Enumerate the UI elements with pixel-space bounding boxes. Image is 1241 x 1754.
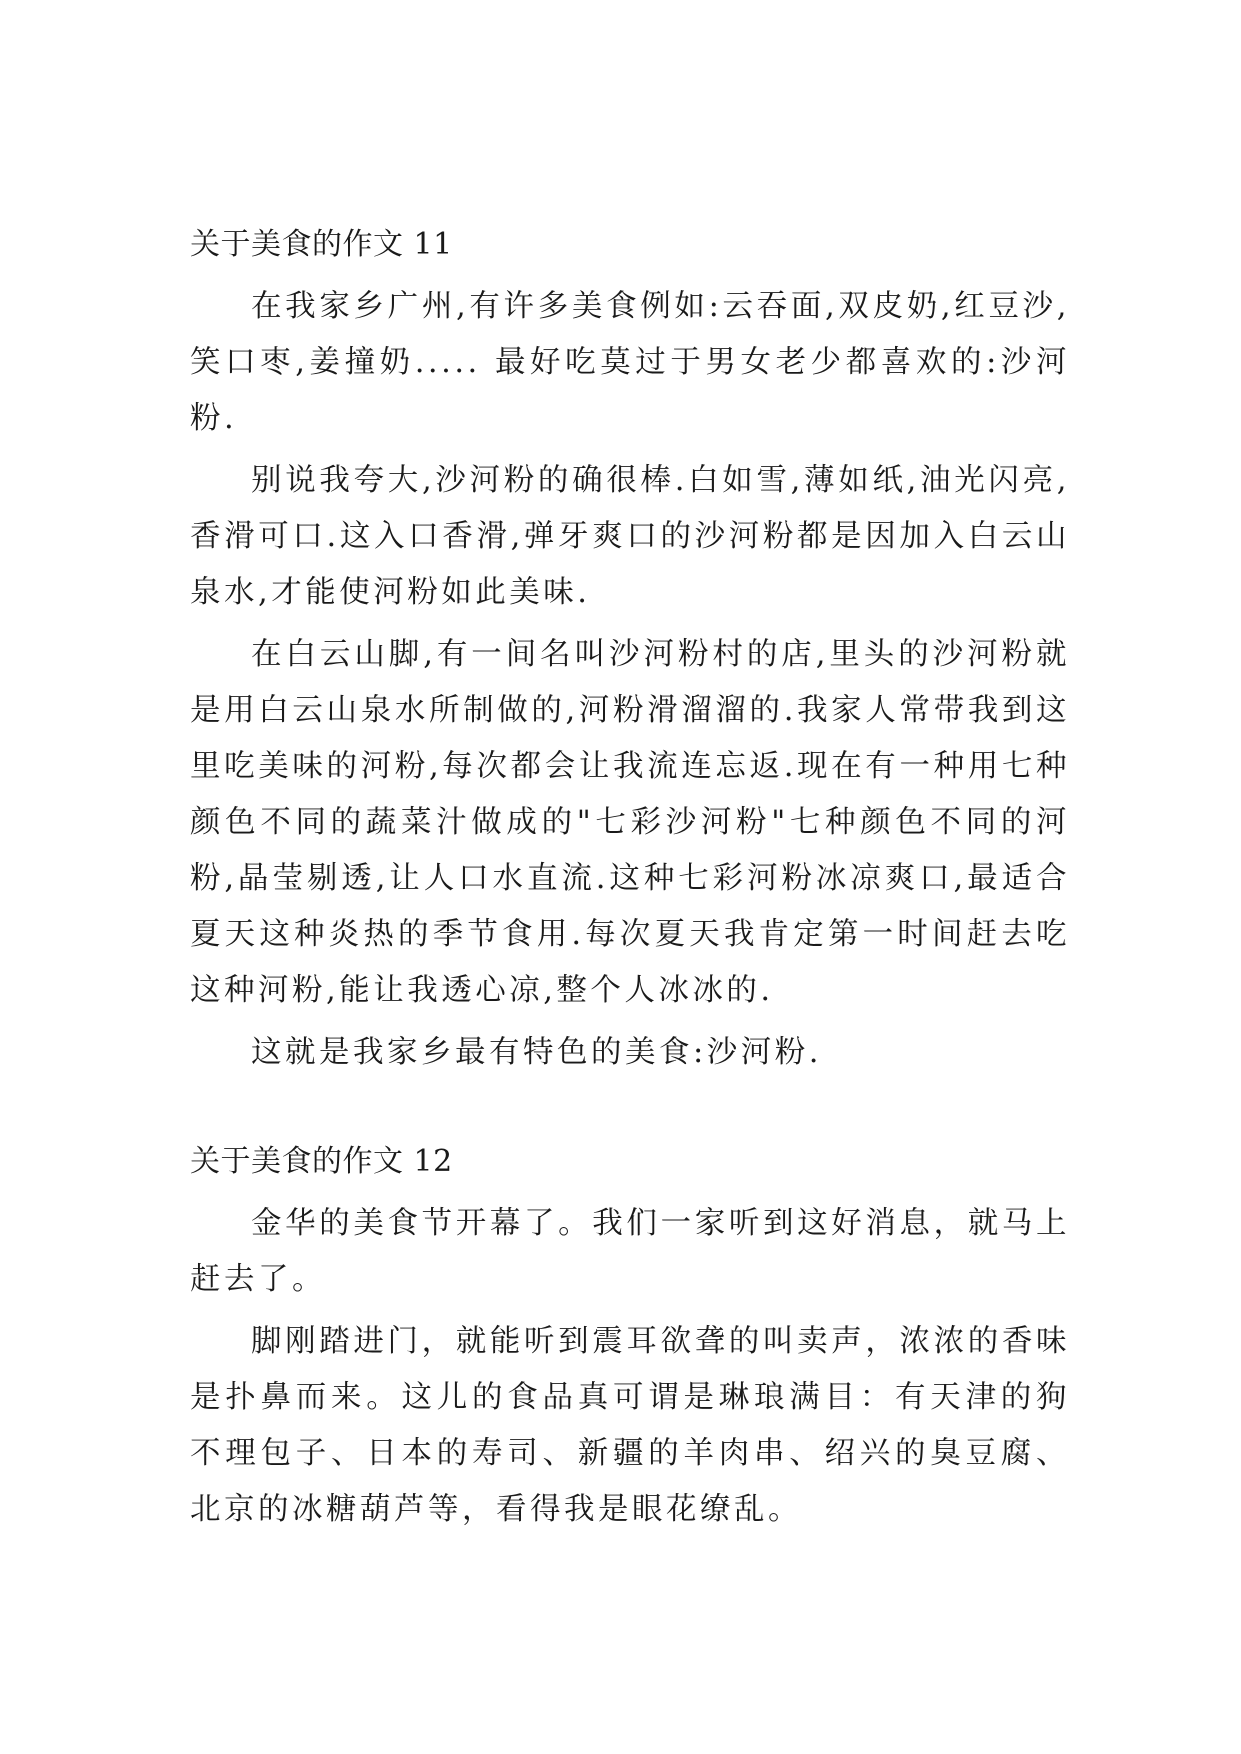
paragraph: 别说我夸大,沙河粉的确很棒.白如雪,薄如纸,油光闪亮,香滑可口.这入口香滑,弹牙爽口的沙河粉都是因加入白云山泉水,才能使河粉如此美味. <box>190 463 1070 610</box>
paragraph: 金华的美食节开幕了。我们一家听到这好消息，就马上赶去了。 <box>190 1206 1070 1297</box>
essay-title: 关于美食的作文 11 <box>190 227 453 262</box>
paragraph: 在白云山脚,有一间名叫沙河粉村的店,里头的沙河粉就是用白云山泉水所制做的,河粉滑溜溜的.我家人常带我到这里吃美味的河粉,每次都会让我流连忘返.现在有一种用七种颜色不同的蔬菜汁做成的"七彩沙河粉"七种颜色不同的河粉,晶莹剔透,让人口水直流.这种七彩河粉冰凉爽口,最适合夏天这种炎热的季节食用.每次夏天我肯定第一时间赶去吃这种河粉,能让我透心凉,整个人冰冰的. <box>190 637 1070 1008</box>
paragraph: 脚刚踏进门，就能听到震耳欲聋的叫卖声，浓浓的香味是扑鼻而来。这儿的食品真可谓是琳琅满目：有天津的狗不理包子、日本的寿司、新疆的羊肉串、绍兴的臭豆腐、北京的冰糖葫芦等，看得我是眼花缭乱。 <box>190 1324 1070 1527</box>
paragraph: 这就是我家乡最有特色的美食:沙河粉. <box>251 1035 822 1070</box>
essay-section-12 <box>190 1139 1070 1538</box>
document-body <box>190 222 1070 1538</box>
paragraph: 在我家乡广州,有许多美食例如:云吞面,双皮奶,红豆沙,笑口枣,姜撞奶..... 最好吃莫过于男女老少都喜欢的:沙河粉. <box>190 289 1070 436</box>
essay-title: 关于美食的作文 12 <box>190 1144 453 1179</box>
essay-section-11 <box>190 222 1070 1081</box>
